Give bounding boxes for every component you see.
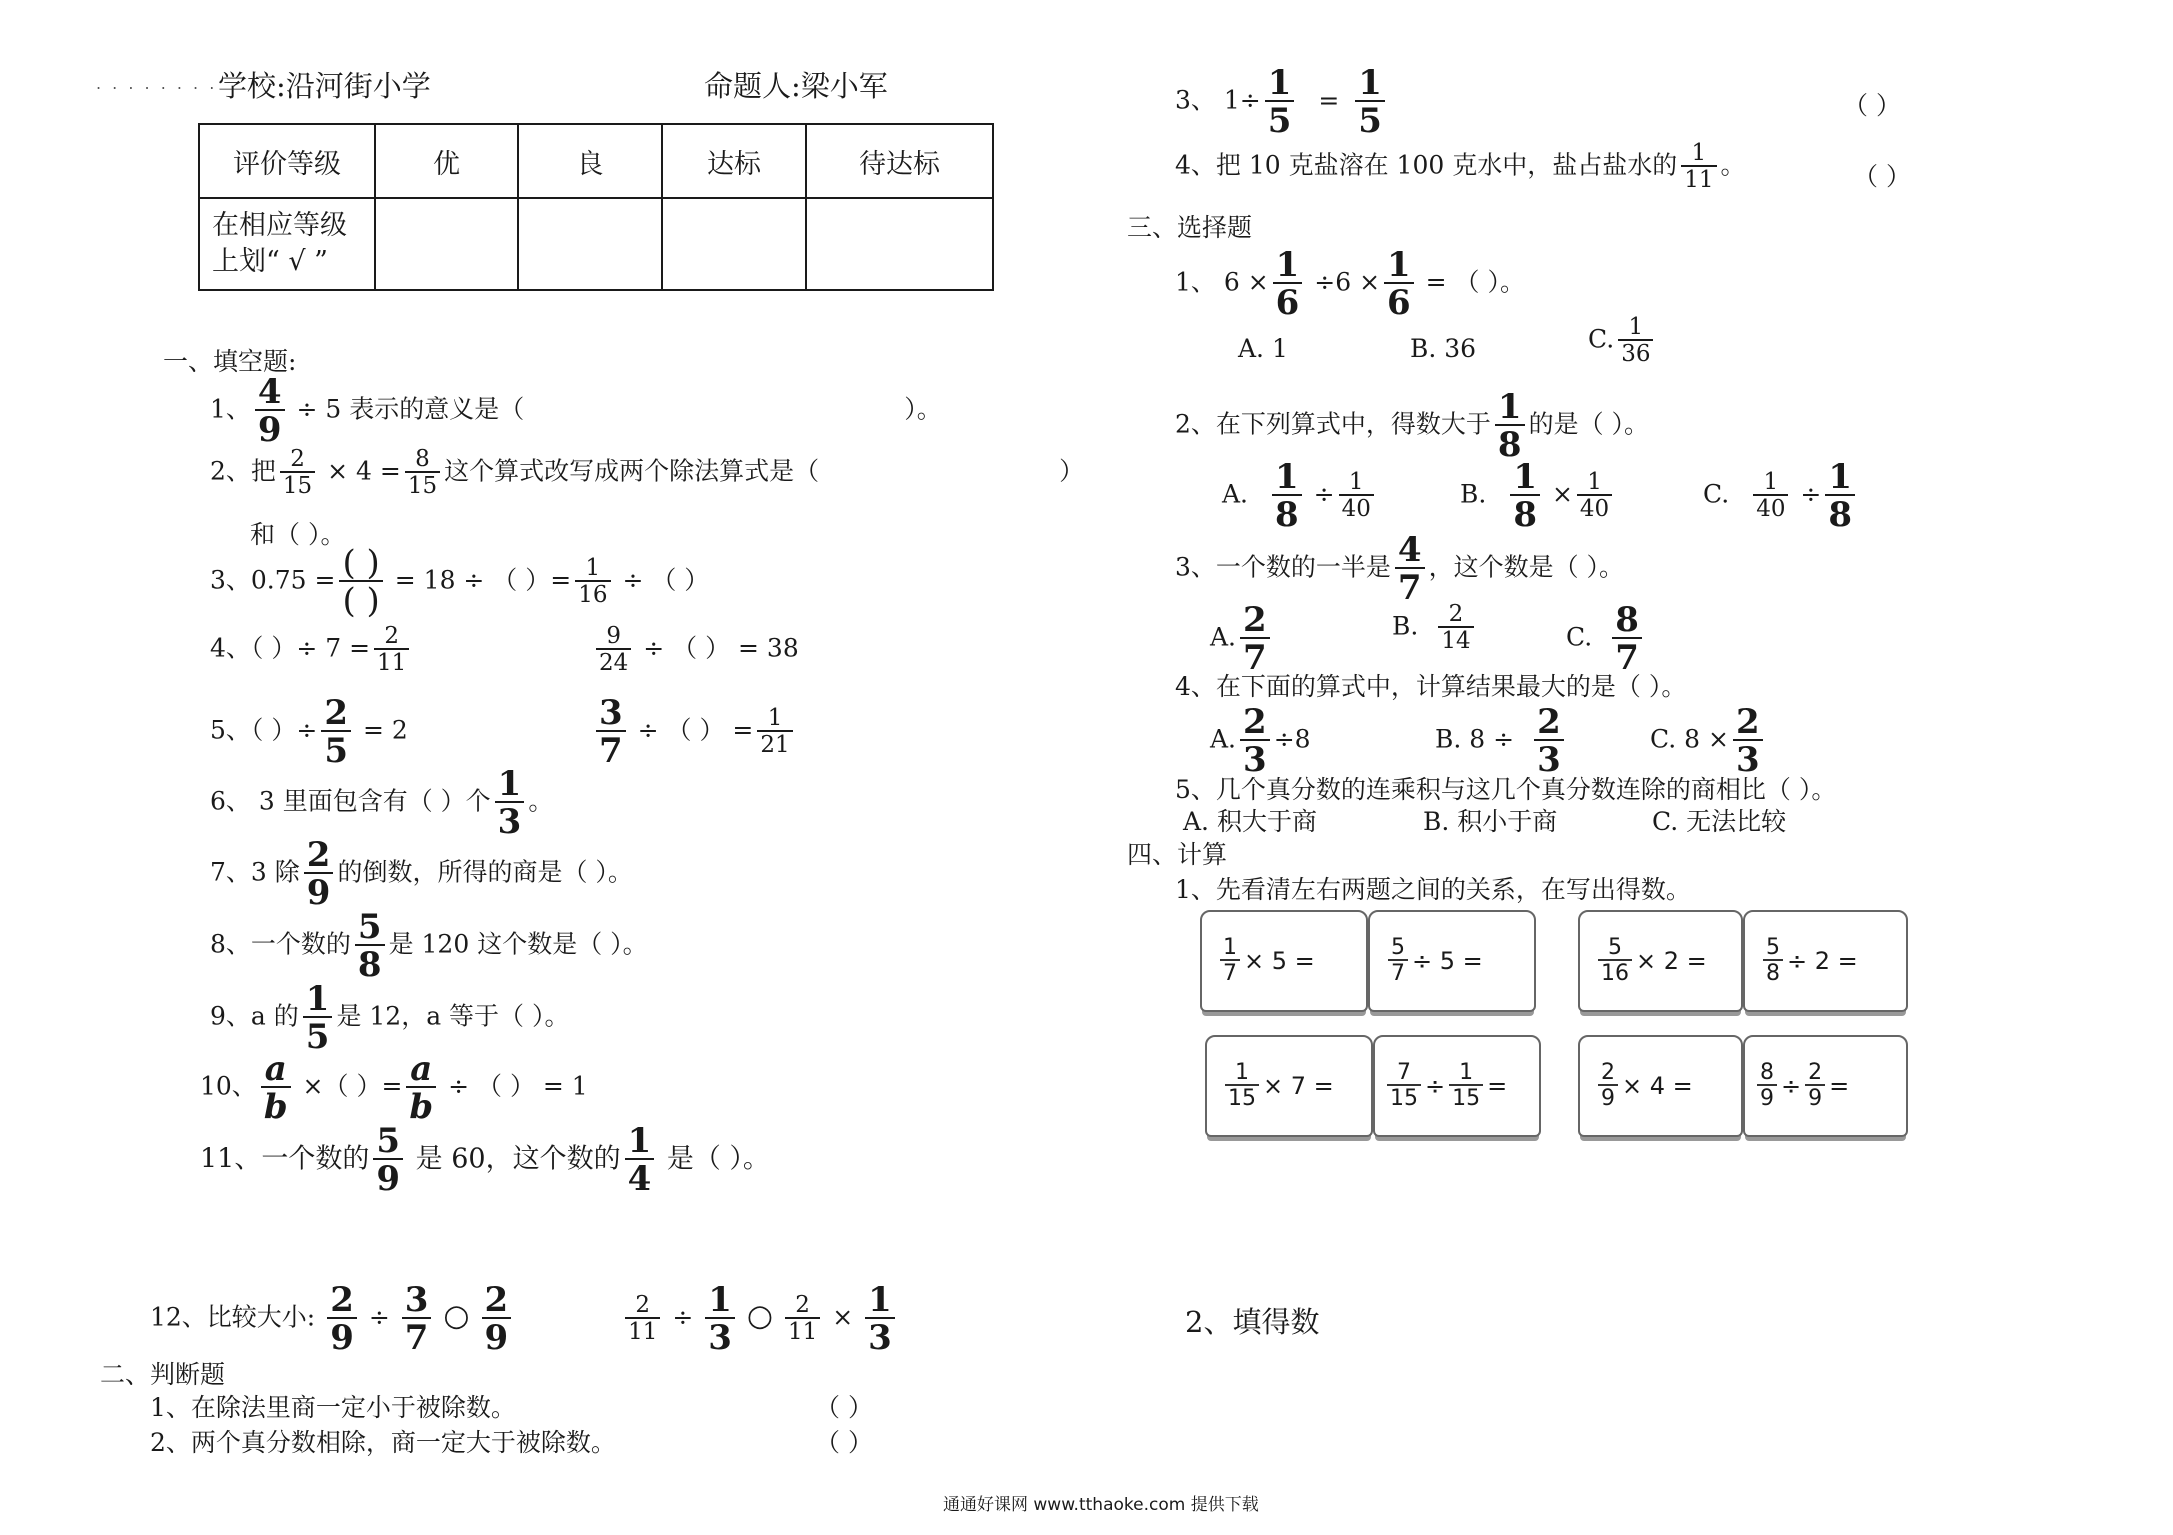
section-4-title: 四、计算 xyxy=(1127,840,1228,869)
mark-cell-needs-work[interactable] xyxy=(806,198,993,290)
compare-circle-1[interactable]: ○ xyxy=(443,1298,470,1334)
book-2-right-page: $\frac{5}{8}$ ÷ 2 = xyxy=(1743,910,1908,1012)
book-4-left-page: $\frac{2}{9}$ × 4 = xyxy=(1578,1035,1743,1137)
judge-4-bracket[interactable]: （ ） xyxy=(1853,162,1911,191)
book-4-right-page: $\frac{8}{9}$ ÷ $\frac{2}{9}$ = xyxy=(1743,1035,1908,1137)
q1-11: 11、一个数的 $\frac{5}{9}$ 是 60，这个数的 $\frac{1}{4}$ 是（ ）。 xyxy=(200,1121,770,1199)
choice-2-a[interactable]: A. $\frac{1}{8}$ ÷ $\frac{1}{40}$ xyxy=(1222,460,1378,532)
calc-book-2 xyxy=(1578,910,1908,1012)
author-name: 命题人:梁小军 xyxy=(704,69,888,103)
choice-5-a[interactable]: A. 积大于商 xyxy=(1183,807,1317,836)
mark-cell-good[interactable] xyxy=(518,198,662,290)
grade-good: 良 xyxy=(518,124,662,198)
calc-book-4 xyxy=(1578,1035,1908,1137)
choice-1-a[interactable]: A. 1 xyxy=(1238,334,1288,363)
choice-3-b[interactable]: B. $\frac{2}{14}$ xyxy=(1392,603,1478,653)
q1-2: 2、把 $\frac{2}{15}$ × 4 = $\frac{8}{15}$ 这个算式改写成两个除法算式是（ ） xyxy=(210,446,1085,499)
q1-5a: 5、（ ）÷ $\frac{2}{5}$ = 2 xyxy=(210,693,408,771)
grade-table xyxy=(198,123,994,291)
calc-book-3 xyxy=(1205,1035,1540,1137)
grade-header-label: 评价等级 xyxy=(199,124,375,198)
book-2-left-page: $\frac{5}{16}$ × 2 = xyxy=(1578,910,1743,1012)
choice-1-b[interactable]: B. 36 xyxy=(1410,334,1477,363)
choice-5-c[interactable]: C. 无法比较 xyxy=(1652,807,1787,836)
school-name: 学校:沿河街小学 xyxy=(218,69,431,103)
q1-3: 3、0.75 = ( ) ( ) = 18 ÷ （ ）= $\frac{1}{16}$ ÷ （ ） xyxy=(210,543,710,621)
choice-4-b[interactable]: B. 8 ÷ $\frac{2}{3}$ xyxy=(1435,705,1568,777)
grade-needs-work: 待达标 xyxy=(806,124,993,198)
q1-1: 1、 $\frac{4}{9}$ ÷ 5 表示的意义是（ ）。 xyxy=(210,372,942,450)
section-2-title: 二、判断题 xyxy=(100,1360,226,1389)
section-1-title: 一、填空题: xyxy=(163,347,297,376)
choice-2-c[interactable]: C. $\frac{1}{40}$ ÷ $\frac{1}{8}$ xyxy=(1703,460,1859,532)
calc-2-title: 2、填得数 xyxy=(1185,1305,1320,1339)
choice-2-b[interactable]: B. $\frac{1}{8}$ × $\frac{1}{40}$ xyxy=(1460,460,1616,532)
q1-10: 10、 $\frac{a}{b}$ ×（ ）= $\frac{a}{b}$ ÷ （ ） = 1 xyxy=(200,1049,588,1127)
q1-5b: $\frac{3}{7}$ ÷ （ ） = $\frac{1}{21}$ xyxy=(592,696,797,768)
grade-mark-label: 在相应等级 上划“ √ ” xyxy=(199,198,375,290)
book-3-right-page: $\frac{7}{15}$ ÷ $\frac{1}{15}$ = xyxy=(1373,1035,1541,1137)
calc-book-1 xyxy=(1200,910,1535,1012)
footer-credit: 通通好课网 www.tthaoke.com 提供下载 xyxy=(943,1495,1259,1515)
mark-cell-pass[interactable] xyxy=(662,198,806,290)
choice-3: 3、一个数的一半是 $\frac{4}{7}$ ，这个数是（ ）。 xyxy=(1175,530,1625,608)
q1-4a: 4、（ ）÷ 7 = $\frac{2}{11}$ xyxy=(210,625,413,675)
judge-4: 4、把 10 克盐溶在 100 克水中，盐占盐水的 $\frac{1}{11}$ 。 xyxy=(1175,140,1746,193)
book-3-left-page: $\frac{1}{15}$ × 7 = xyxy=(1205,1035,1373,1137)
choice-1-c[interactable]: C. $\frac{1}{36}$ xyxy=(1588,316,1657,366)
judge-2: 2、两个真分数相除，商一定大于被除数。 xyxy=(150,1428,616,1457)
grade-pass: 达标 xyxy=(662,124,806,198)
choice-3-c[interactable]: C. $\frac{8}{7}$ xyxy=(1566,603,1646,675)
q1-7: 7、3 除 $\frac{2}{9}$ 的倒数，所得的商是（ ）。 xyxy=(210,835,633,913)
choice-3-a[interactable]: A. $\frac{2}{7}$ xyxy=(1210,603,1274,675)
judge-1-bracket[interactable]: （ ） xyxy=(815,1393,873,1422)
grade-excellent: 优 xyxy=(375,124,518,198)
header-dots: . . . . . . . . xyxy=(96,74,218,93)
choice-4-a[interactable]: A. $\frac{2}{3}$ ÷8 xyxy=(1210,702,1311,780)
section-3-title: 三、选择题 xyxy=(1127,213,1253,242)
choice-4-c[interactable]: C. 8 × $\frac{2}{3}$ xyxy=(1650,705,1767,777)
choice-1: 1、 6 × $\frac{1}{6}$ ÷6 × $\frac{1}{6}$ = （ ）。 xyxy=(1175,245,1525,323)
calc-1-instruction: 1、先看清左右两题之间的关系，在写出得数。 xyxy=(1175,875,1691,904)
q1-12: 12、比较大小: $\frac{2}{9}$ ÷ $\frac{3}{7}$ ○ $\frac{2}{9}$ $\frac{2}{11}$ ÷ $\frac{1}{3}$ ○ $\frac{2}{11}$ × $\frac{1}{3}$ xyxy=(150,1283,899,1355)
q1-8: 8、一个数的 $\frac{5}{8}$ 是 120 这个数是（ ）。 xyxy=(210,907,648,985)
mark-cell-excellent[interactable] xyxy=(375,198,518,290)
choice-2: 2、在下列算式中，得数大于 $\frac{1}{8}$ 的是（ ）。 xyxy=(1175,387,1650,465)
q1-9: 9、a 的 $\frac{1}{5}$ 是 12，a 等于（ ）。 xyxy=(210,979,570,1057)
q1-6: 6、 3 里面包含有（ ）个 $\frac{1}{3}$ 。 xyxy=(210,764,554,842)
q1-4b: $\frac{9}{24}$ ÷ （ ） = 38 xyxy=(592,625,799,675)
judge-3-bracket[interactable]: （ ） xyxy=(1843,91,1901,120)
book-1-left-page: $\frac{1}{7}$ × 5 = xyxy=(1200,910,1368,1012)
judge-3: 3、 1÷ $\frac{1}{5}$ = $\frac{1}{5}$ xyxy=(1175,66,1389,138)
judge-2-bracket[interactable]: （ ） xyxy=(815,1428,873,1457)
q1-2-line2: 和（ ）。 xyxy=(250,520,346,549)
book-1-right-page: $\frac{5}{7}$ ÷ 5 = xyxy=(1368,910,1536,1012)
compare-circle-2[interactable]: ○ xyxy=(746,1298,774,1334)
choice-5: 5、几个真分数的连乘积与这几个真分数连除的商相比（ ）。 xyxy=(1175,775,1837,804)
judge-1: 1、在除法里商一定小于被除数。 xyxy=(150,1393,516,1422)
choice-5-b[interactable]: B. 积小于商 xyxy=(1423,807,1558,836)
choice-4: 4、在下面的算式中，计算结果最大的是（ ）。 xyxy=(1175,672,1687,701)
